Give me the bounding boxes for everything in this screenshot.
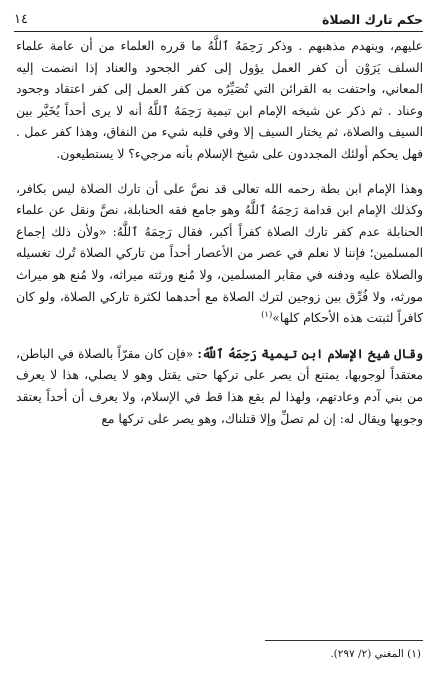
footnote-divider [265, 640, 423, 641]
paragraph-1-text: عليهم، وينهدم مذهبهم . وذكر رَحِمَهُ ٱللَّهُ ما قرره العلماء من أن عامة علماء السلف يَرَوْن أن كفر العمل يؤول إلى كفر الجحود والعناد إذا انضمت إليه المعاني، واحتفت به القرائن التي تُصَيِّرُه من كفر العمل إلى كفر اعتقاد وجحود وعناد . ثم ذكر عن شيخه الإمام ابن تيمية رَحِمَهُ ٱللَّهُ أنه لا يرى أحداً يُخَيَّر بين السيف والصلاة، ثم يختار السيف إلا وفي قلبه شيء من النفاق، وهذا كفر عمل . فهل يحكم أولئك المجددون على شيخ الإسلام بأنه مرجيء؟ لا يستطيعون. [16, 39, 423, 161]
page-number: ١٤ [14, 12, 28, 27]
footnote: (١) المغني (٢/ ٢٩٧). [330, 648, 421, 660]
header-title: حكم تارك الصلاة [322, 12, 423, 27]
paragraph-3-text: «فإن كان مقرّاً بالصلاة في الباطن، معتقداً لوجوبها، يمتنع أن يصر على تركها حتى يقتل وهو لا يصلي، هذا لا يعرف من بني آدم وعادتهم، ولهذا لم يقع هذا قط في الإسلام، ولا يعرف أن أحداً يعتقد وجوبها ويقال له: إن لم تصلِّ وإلا قتلناك، وهو يصر على تركها مع [16, 346, 423, 426]
footnote-reference[interactable]: (١) [261, 310, 273, 321]
paragraph-3 [16, 343, 423, 430]
paragraph-3-lead: وقال شيخ الإسلام ابن تيمية رَحِمَهُ ٱللَّهُ: [197, 345, 423, 361]
paragraph-2-text: وهذا الإمام ابن بطة رحمه الله تعالى قد نصَّ على أن تارك الصلاة ليس بكافر، وكذلك الإمام ابن قدامة رَحِمَهُ ٱللَّهُ وهو جامع فقه الحنابلة، نصَّ ونقل عن علماء الحنابلة عدم كفر تارك الصلاة كفراً أكبر، فقال رَحِمَهُ ٱللَّهُ: «ولأن ذلك إجماع المسلمين؛ فإننا لا نعلم في عصر من الأعصار أحداً من تاركي الصلاة تُرك تغسيله والصلاة عليه ودفنه في مقابر المسلمين، ولا مُنع ورثته ميراثه، ولا مُنع هو ميراث مورثه، ولا فُرِّق بين زوجين لترك الصلاة مع أحدهما لكثرة تاركي الصلاة، ولو كان كافراً لثبتت هذه الأحكام كلها» [16, 181, 423, 326]
running-header [14, 4, 423, 30]
paragraph-1 [16, 36, 423, 166]
body-text [16, 36, 423, 430]
paragraph-2 [16, 179, 423, 330]
header-divider [14, 31, 423, 32]
